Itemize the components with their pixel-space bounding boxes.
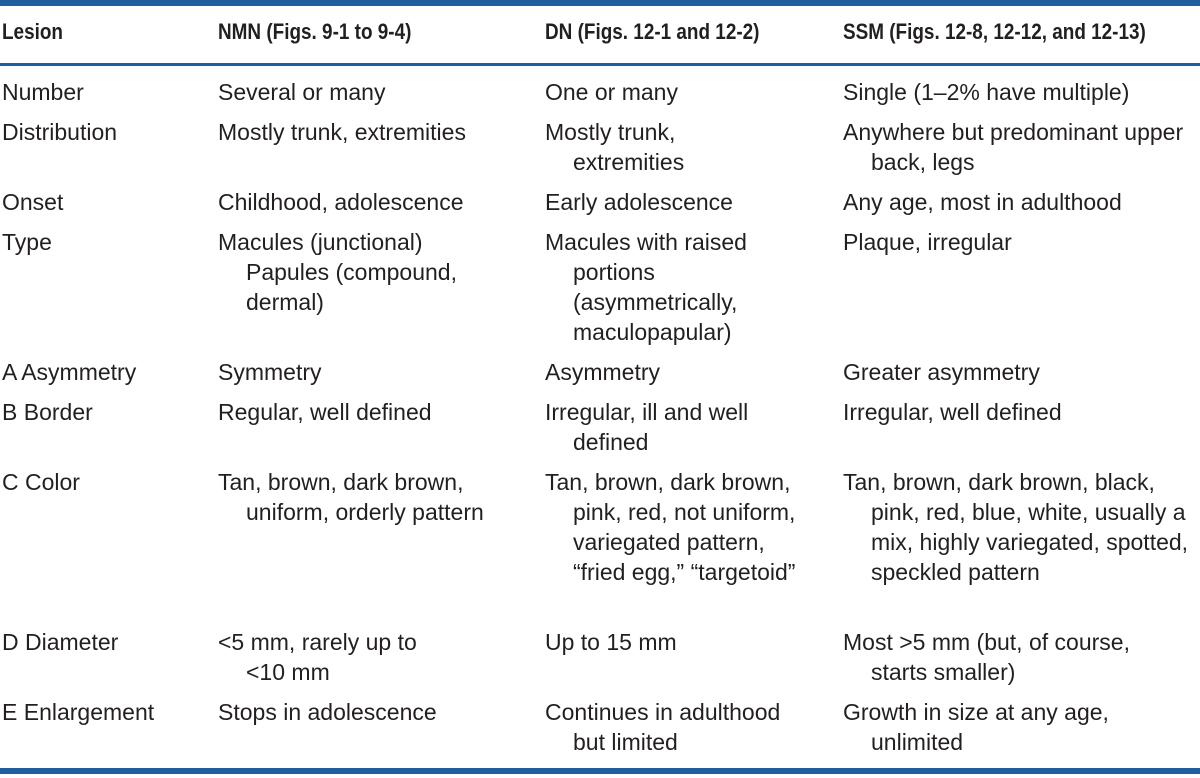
table-cell-nmn: Several or many [218,79,386,105]
table-cell-nmn: Stops in adolescence [218,699,437,725]
header-lesion: Lesion [2,19,63,44]
table-cell-dn: One or many [545,79,678,105]
header-dn: DN (Figs. 12-1 and 12-2) [545,19,760,44]
table-cell-nmn: <5 mm, rarely up to <10 mm [218,629,417,685]
table-cell-nmn: Regular, well defined [218,399,432,425]
table-cell-dn: Macules with raised portions (asymmetrically, maculopapular) [545,229,747,345]
table-cell-label: Type [2,229,52,255]
table-cell-nmn: Mostly trunk, extremities [218,119,466,145]
table-cell-ssm: Most >5 mm (but, of course, starts smaller) [843,629,1130,685]
table-cell-dn: Asymmetry [545,359,660,385]
table-cell-ssm: Irregular, well defined [843,399,1062,425]
table-cell-dn: Up to 15 mm [545,629,677,655]
table-cell-nmn: Macules (junctional) Papules (compound, dermal) [218,229,457,315]
table-cell-label: E Enlargement [2,699,155,725]
table-cell-ssm: Anywhere but predominant upper back, legs [843,119,1184,175]
table-cell-dn: Irregular, ill and well defined [545,399,749,455]
table-cell-ssm: Growth in size at any age, unlimited [843,699,1109,755]
table-cell-nmn: Tan, brown, dark brown, uniform, orderly pattern [218,469,484,525]
table-cell-nmn: Childhood, adolescence [218,189,464,215]
header-ssm: SSM (Figs. 12-8, 12-12, and 12-13) [843,19,1146,44]
table-cell-label: A Asymmetry [2,359,137,385]
table-bottom-rule [0,768,1200,774]
table-cell-label: Number [2,79,84,105]
table-cell-ssm: Any age, most in adulthood [843,189,1122,215]
table-cell-ssm: Tan, brown, dark brown, black, pink, red, blue, white, usually a mix, highly variegated, spotted, speckled pattern [843,469,1189,585]
header-nmn: NMN (Figs. 9-1 to 9-4) [218,19,412,44]
table-header-rule [0,63,1200,66]
table-cell-dn: Mostly trunk, extremities [545,119,685,175]
table-cell-label: D Diameter [2,629,119,655]
table-cell-nmn: Symmetry [218,359,322,385]
table-cell-ssm: Single (1–2% have multiple) [843,79,1130,105]
table-cell-dn: Early adolescence [545,189,733,215]
table-cell-label: B Border [2,399,93,425]
table-top-rule [0,0,1200,6]
table-cell-label: Distribution [2,119,118,145]
table-cell-dn: Continues in adulthood but limited [545,699,781,755]
table-cell-label: C Color [2,469,80,495]
table-cell-label: Onset [2,189,64,215]
table-cell-dn: Tan, brown, dark brown, pink, red, not uniform, variegated pattern, “fried egg,” “targetoid” [545,469,796,585]
table-cell-ssm: Greater asymmetry [843,359,1040,385]
table-cell-ssm: Plaque, irregular [843,229,1012,255]
